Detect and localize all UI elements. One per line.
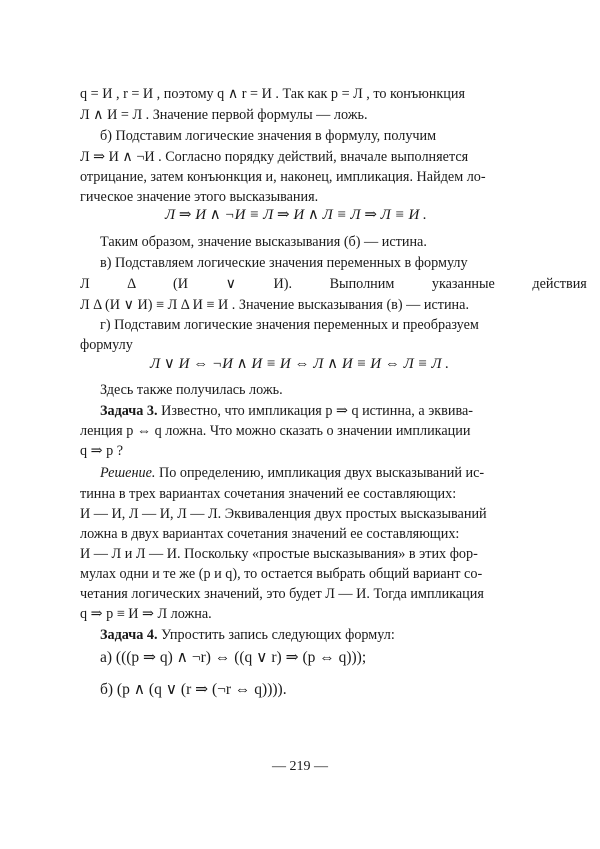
text-line-24: q ⇒ p ≡ И ⇒ Л ложна. — [80, 606, 212, 622]
text-line-3: б) Подставим логические значения в формулу, получим — [100, 128, 437, 144]
text-line-23: четания логических значений, это будет Л — И. Тогда импликация — [80, 586, 484, 602]
formula-b-simplify: б) (p ∧ (q ∨ (r ⇒ (¬r ⇔ q)))). — [100, 681, 287, 698]
text-line-10: Л Δ (И ∨ И) ≡ Л Δ И ≡ И . Значение высказывания (в) — истина. — [80, 297, 469, 313]
text-line-15: ленция p ⇔ q ложна. Что можно сказать о значении импликации — [80, 423, 471, 439]
text-line-19: И — И, Л — И, Л — Л. Эквиваленция двух простых высказываний — [80, 506, 487, 522]
text-line-8: в) Подставляем логические значения переменных в формулу — [100, 255, 468, 271]
text-line-2: Л ∧ И = Л . Значение первой формулы — ложь. — [80, 107, 368, 123]
text-line-17: По определению, импликация двух высказываний ис- — [155, 465, 485, 481]
text-line-6: гическое значение этого высказывания. — [80, 189, 319, 205]
text-line-5: отрицание, затем конъюнкция и, наконец, импликация. Найдем ло- — [80, 169, 486, 185]
text-line-12: формулу — [80, 337, 133, 353]
text-line-16: q ⇒ p ? — [80, 443, 124, 459]
task-3-label: Задача 3. — [100, 403, 158, 419]
text-line-4: Л ⇒ И ∧ ¬И . Согласно порядку действий, вначале выполняется — [80, 149, 469, 165]
page-number: — 219 — — [272, 759, 328, 774]
task-4-label: Задача 4. — [100, 627, 158, 643]
text-line-20: ложна в двух вариантах сочетания значений ее составляющих: — [80, 526, 460, 542]
text-line-13: Здесь также получилась ложь. — [100, 382, 283, 398]
formula-a: а) (((p ⇒ q) ∧ ¬r) ⇔ ((q ∨ r) ⇒ (p ⇔ q))); — [100, 649, 367, 666]
text-line-22: мулах одни и те же (p и q), то остается выбрать общий вариант со- — [80, 566, 483, 582]
text-line-18: тинна в трех вариантах сочетания значений ее составляющих: — [80, 486, 457, 502]
text-line-25: Упростить запись следующих формул: — [157, 627, 395, 643]
text-line-21: И — Л и Л — И. Поскольку «простые высказывания» в этих фор- — [80, 546, 478, 562]
task-3-line — [100, 401, 473, 421]
solution-label: Решение. — [100, 465, 156, 481]
formula-b: Л ⇒ И ∧ ¬И ≡ Л ⇒ И ∧ Л ≡ Л ⇒ Л ≡ И . — [165, 207, 427, 223]
text-line-1: q = И , r = И , поэтому q ∧ r = И . Так как p = Л , то конъюнкция — [80, 86, 466, 102]
text-line-7: Таким образом, значение высказывания (б) — истина. — [100, 234, 427, 250]
text-line-9: Л Δ (И ∨ И). Выполним указанные действия — [80, 276, 587, 292]
text-line-11: г) Подставим логические значения переменных и преобразуем — [100, 317, 479, 333]
task-4-line — [100, 625, 395, 645]
text-line-14: Известно, что импликация p ⇒ q истинна, а эквива- — [157, 403, 474, 419]
solution-line — [100, 463, 484, 483]
formula-g: Л ∨ И ⇔ ¬И ∧ И ≡ И ⇔ Л ∧ И ≡ И ⇔ Л ≡ Л . — [150, 356, 450, 372]
